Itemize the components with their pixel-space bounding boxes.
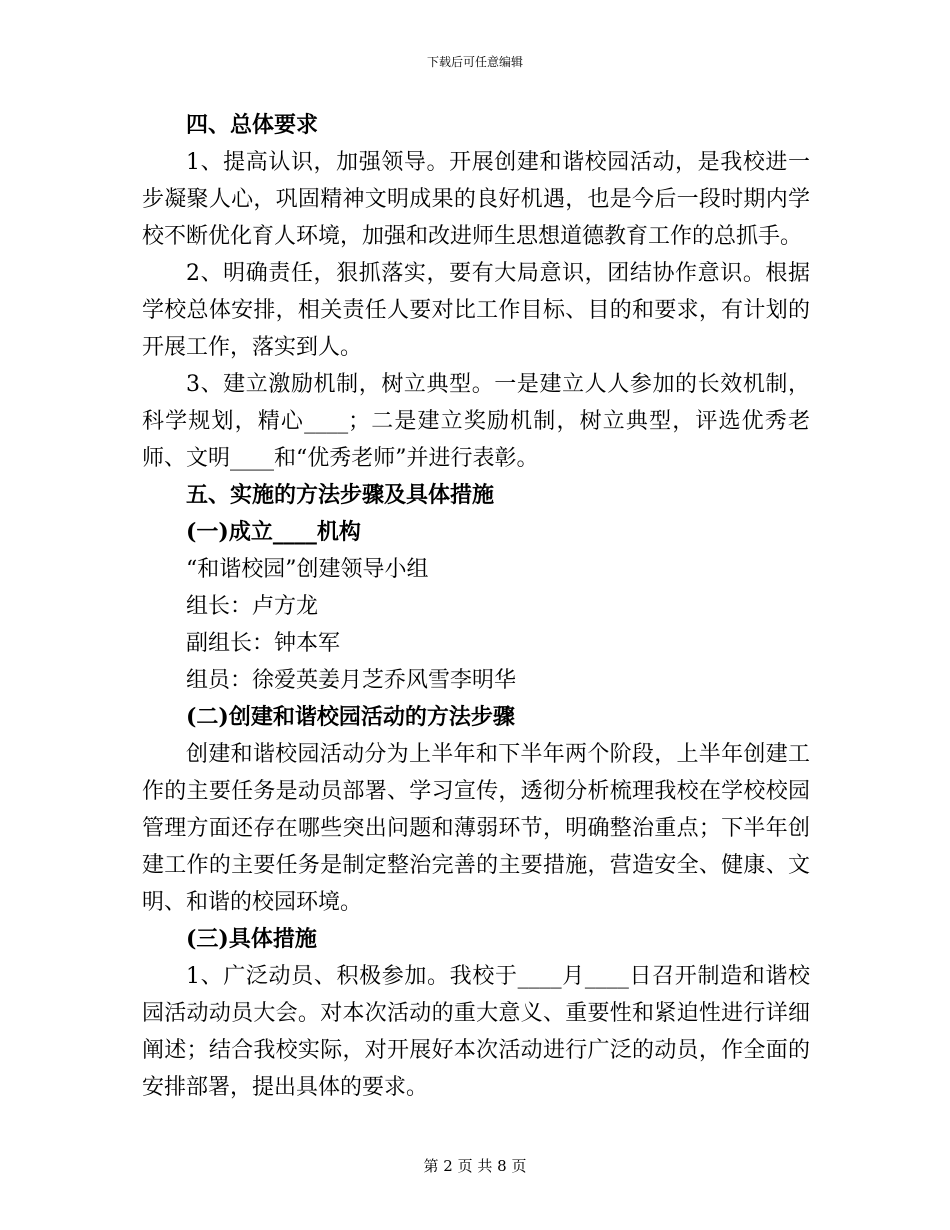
group-deputy: 副组长：钟本军 xyxy=(186,631,341,656)
section-heading-4: 四、总体要求 xyxy=(186,112,319,138)
group-leader: 组长：卢方龙 xyxy=(186,594,319,619)
page-header-note: 下载后可任意编辑 xyxy=(426,55,523,69)
group-title: “和谐校园”创建领导小组 xyxy=(186,557,429,582)
paragraph-1: 1、提高认识，加强领导。开展创建和谐校园活动，是我校进一步凝聚人心，巩固精神文明成果的良好机遇，也是今后一段时期内学校不断优化育人环境，加强和改进师生思想道德教育工作的总抓手。 xyxy=(142,150,810,249)
subheading-3: (三)具体措施 xyxy=(186,926,317,952)
subheading-1: (一)成立____机构 xyxy=(186,519,361,545)
section-heading-5: 五、实施的方法步骤及具体措施 xyxy=(186,482,495,508)
page-number-footer: 第 2 页 共 8 页 xyxy=(423,1157,527,1175)
paragraph-4: 创建和谐校园活动分为上半年和下半年两个阶段，上半年创建工作的主要任务是动员部署、学习宣传，透彻分析梳理我校在学校校园管理方面还存在哪些突出问题和薄弱环节，明确整治重点；下半年创建工作的主要任务是制定整治完善的主要措施，营造安全、健康、文明、和谐的校园环境。 xyxy=(142,742,810,915)
group-members: 组员：徐爱英姜月芝乔风雪李明华 xyxy=(186,668,517,693)
subheading-2: (二)创建和谐校园活动的方法步骤 xyxy=(186,704,515,730)
paragraph-3: 3、建立激励机制，树立典型。一是建立人人参加的长效机制，科学规划，精心____；二是建立奖励机制，树立典型，评选优秀老师、文明____和“优秀老师”并进行表彰。 xyxy=(142,372,810,471)
paragraph-2: 2、明确责任，狠抓落实，要有大局意识，团结协作意识。根据学校总体安排，相关责任人要对比工作目标、目的和要求，有计划的开展工作，落实到人。 xyxy=(142,261,810,360)
document-body xyxy=(142,107,810,1106)
paragraph-5: 1、广泛动员、积极参加。我校于____月____日召开制造和谐校园活动动员大会。对本次活动的重大意义、重要性和紧迫性进行详细阐述；结合我校实际，对开展好本次活动进行广泛的动员，作全面的安排部署，提出具体的要求。 xyxy=(142,964,810,1100)
